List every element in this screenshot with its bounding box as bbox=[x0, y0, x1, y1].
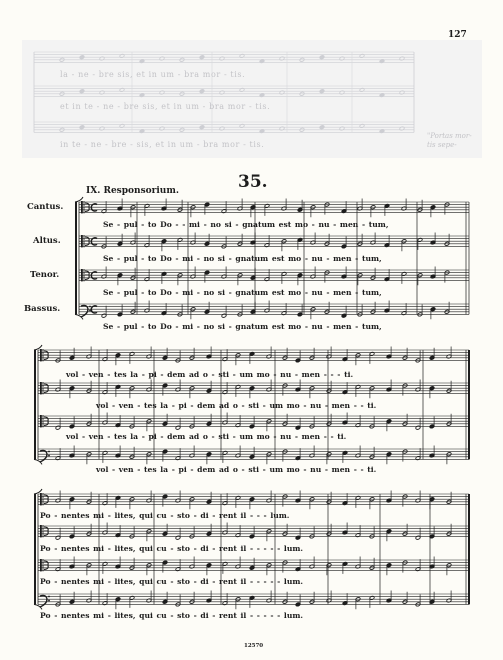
voice-label-tenor: Tenor. bbox=[30, 270, 60, 280]
bass-clef-dot bbox=[48, 451, 50, 453]
c-clef-bar bbox=[43, 415, 44, 427]
c-clef-icon bbox=[81, 235, 83, 247]
c-clef-bar bbox=[43, 349, 44, 361]
bass-clef-dot bbox=[48, 455, 50, 457]
c-clef-curve bbox=[44, 561, 48, 569]
c-clef-curve bbox=[44, 495, 48, 503]
c-clef-curve bbox=[44, 351, 48, 359]
c-clef-bar bbox=[43, 493, 44, 505]
system-bracket bbox=[34, 494, 36, 604]
c-clef-curve bbox=[85, 237, 89, 245]
c-clef-icon bbox=[40, 493, 42, 505]
plate-number: 12570 bbox=[244, 643, 264, 649]
c-clef-curve bbox=[44, 384, 48, 392]
lyric-line: vol - ven - tes la - pi - dem ad o - sti - um mo - nu - men - - ti. bbox=[66, 432, 347, 441]
c-clef-bar bbox=[43, 382, 44, 394]
c-clef-curve bbox=[85, 271, 89, 279]
lyric-line: Se - pul - to Do - mi - no si - gnatum est mo - nu - men - tum, bbox=[103, 322, 382, 331]
system-bracket bbox=[34, 350, 36, 459]
lyric-line: Po - nentes mi - lites, qui cu - sto - di - rent il - - - - - lum. bbox=[40, 544, 304, 553]
lyric-line: Se - pul - to Do - mi - no si - gnatum est mo - nu - men - tum, bbox=[103, 254, 382, 263]
lyric-line: Se - pul - to Do - - mi - no si - gnatum est mo - nu - men - tum, bbox=[103, 220, 389, 229]
bleed-lyric: in te - ne - bre - sis, et in um - bra mor - tis. bbox=[60, 140, 265, 149]
lyric-line: Po - nentes mi - lites, qui cu - sto - di - rent il - - - - - lum. bbox=[40, 611, 304, 620]
c-clef-bar bbox=[84, 201, 85, 213]
c-clef-curve bbox=[44, 527, 48, 535]
c-clef-curve bbox=[44, 417, 48, 425]
bleed-lyric: la - ne - bre sis, et in um - bra mor - tis. bbox=[60, 70, 246, 79]
voice-label-altus: Altus. bbox=[33, 236, 61, 246]
system-bracket bbox=[75, 202, 77, 314]
bass-clef-icon bbox=[40, 450, 47, 462]
lyric-line: vol - ven - tes la - pi - dem ad o - sti - um mo - nu - men - - - ti. bbox=[66, 370, 354, 379]
bass-clef-icon bbox=[81, 305, 88, 317]
bass-clef-dot bbox=[89, 306, 91, 308]
voice-label-cantus: Cantus. bbox=[27, 202, 64, 212]
c-clef-bar bbox=[43, 559, 44, 571]
section-title: IX. Responsorium. bbox=[86, 186, 180, 196]
piece-number: 35. bbox=[238, 172, 268, 192]
lyric-line: Se - pul - to Do - mi - no si - gnatum est mo - nu - men - tum, bbox=[103, 288, 382, 297]
c-clef-icon bbox=[81, 269, 83, 281]
bass-clef-icon bbox=[40, 595, 47, 607]
bleed-note-line: tis sepe- bbox=[427, 141, 457, 149]
c-clef-curve bbox=[85, 203, 89, 211]
lyric-line: Po - nentes mi - lites, qui cu - sto - di - rent il - - - - - lum. bbox=[40, 577, 304, 586]
c-clef-icon bbox=[40, 525, 42, 537]
bleed-lyric: et in te - ne - bre sis, et in um - bra mor - tis. bbox=[60, 102, 271, 111]
lyric-line: vol - ven - tes la - pi - dem ad o - sti - um mo - nu - men - - ti. bbox=[96, 401, 377, 410]
c-clef-icon bbox=[40, 349, 42, 361]
lyric-line: vol - ven - tes la - pi - dem ad o - sti - um mo - nu - men - - ti. bbox=[96, 465, 377, 474]
c-clef-icon bbox=[81, 201, 83, 213]
page-number: 127 bbox=[448, 30, 467, 40]
c-clef-icon bbox=[40, 382, 42, 394]
voice-label-bassus: Bassus. bbox=[24, 304, 61, 314]
bass-clef-dot bbox=[48, 596, 50, 598]
c-clef-icon bbox=[40, 559, 42, 571]
bleed-note-line: "Portas mor- bbox=[427, 132, 472, 140]
bass-clef-dot bbox=[48, 600, 50, 602]
c-clef-bar bbox=[84, 269, 85, 281]
c-clef-bar bbox=[84, 235, 85, 247]
c-clef-icon bbox=[40, 415, 42, 427]
c-clef-bar bbox=[43, 525, 44, 537]
lyric-line: Po - nentes mi - lites, qui cu - sto - di - rent il - - - lum. bbox=[40, 511, 290, 520]
